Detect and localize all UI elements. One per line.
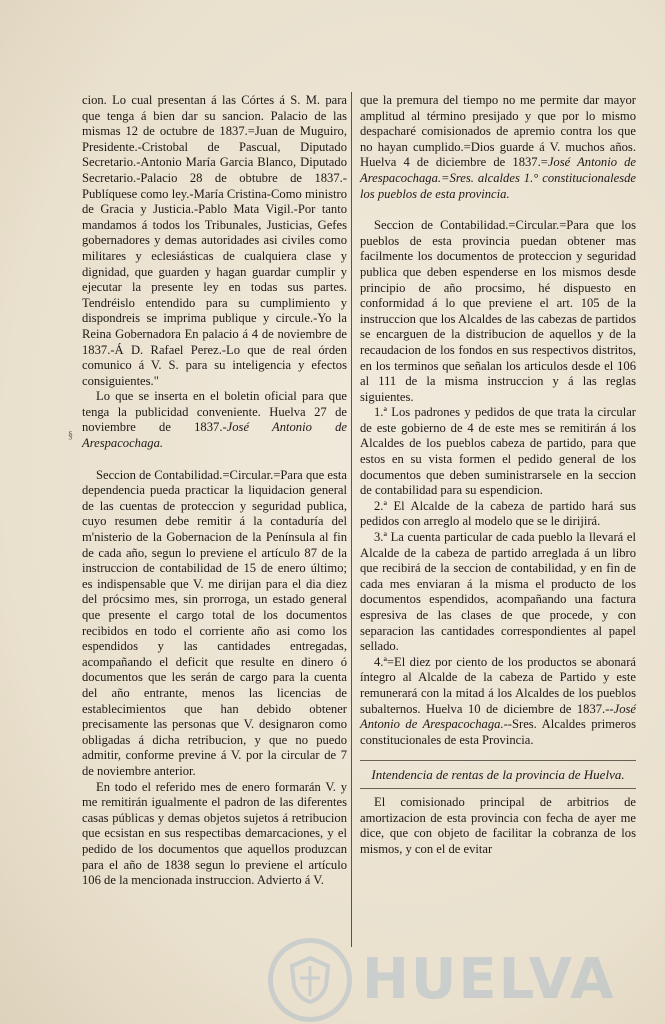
circular-1-signature: José Antonio de Arespacochaga. — [360, 155, 637, 185]
rule-3: 3.ª La cuenta particular de cada pueblo la llevará el Alcalde de la cabeza de partido arreglada á un libro que recibirá de la seccion de contabilidad, y en fin de cada mes enviaran á la misma el producto de los documentos espendidos, acompañando una factura espresiva de las clases de que procede, y con separacion las cantidades correspondientes al papel sellado. — [360, 530, 636, 654]
seal-icon — [268, 938, 352, 1022]
rule-2: 2.ª El Alcalde de la cabeza de partido hará sus pedidos con arreglo al modelo que se le dirijirá. — [360, 498, 636, 529]
rule-4-signature: José Antonio de Arespacochaga. — [360, 701, 636, 732]
watermark-text: HUELVA — [362, 947, 616, 1012]
law-closing-paragraph: cion. Lo cual presentan á las Córtes á S. M. para que tenga á bien dar su sancion. Palacio de las mismas 12 de octubre de 1837.=Juan de Muguiro, Presidente.-Cristobal de Pascual, Diputado Secretario.-Antonio María Garcia Blanco, Diputado Secretario.-Palacio 28 de obtubre de 1837.-Publíquese como ley.-María Cristina-Como ministro de Gracia y Justicia.-Pablo Mata Vigil.-Por tanto mandamos á todos los Tribunales, Justicias, Gefes gobernadores y demas autoridades asi civiles como militares y eclesiásticas de cualquiera clase y dignidad, que guarden y hagan guardar cumplir y ejecutar la presente ley en todas sus partes. Tendréislo entendido para su cumplimiento y dispondreis se imprima publique y circule.-Yo la Reina Gobernadora En palacio á 4 de noviembre de 1837.-Á D. Rafael Perez.-Lo que de real órden comunico á V. S. para su inteligencia y efectos consiguientes." — [82, 93, 347, 388]
accounting-circular-1: Seccion de Contabilidad.=Circular.=Para que esta dependencia pueda practicar la liquidacion general de las cuentas de proteccion y seguridad publica, cuyo resumen debe remitir á la contaduría del m'nisterio de la Gobernacion de la Península al fin de cada año, segun lo previene el artículo 87 de la instruccion de contabilidad de 15 de enero último; es indispensable que V. me dirijan para el dia diez del prócsimo mes, sin prorroga, un estado general que presente el cargo total de los documentos recibidos en todo el corriente año asi como los espendidos y las cantidades entregadas, acompañando el deficit que resulte en dinero ó documentos que les serán de cargo para la cuenta del año entrante, menos las licencias de establecimientos que han debido obtener precisamente las personas que V. designaron como obligadas á dicha retribucion, y que no puedo admitir, conforme previne á V. por la circular de 7 de noviembre anterior. — [82, 467, 347, 778]
publication-signature: José Antonio de Arespacochaga. — [82, 420, 347, 451]
margin-mark: § — [68, 430, 73, 441]
accounting-circular-1-continued: En todo el referido mes de enero formarán V. y me remitirán igualmente el padron de las diferentes casas públicas y demas objetos sujetos á retribucion que ecsistan en sus respectibas demarcaciones, y el pedido de los documentos que aquellos produzcan para el año de 1838 segun lo previene el artículo 106 de la mencionada instruccion. Advierto á V. — [82, 779, 347, 888]
rule-4-recipients: --Sres. Alcaldes primeros constitucionales de esta Provincia. — [360, 717, 637, 747]
section-heading: Intendencia de rentas de la provincia de Huelva. — [360, 760, 636, 789]
accounting-circular-2: Seccion de Contabilidad.=Circular.=Para que los pueblos de esta provincia puedan obtener mas facilmente los documentos de proteccion y seguridad publica que deben espenderse en los mismos desde principio de año procsimo, hé dispuesto en conformidad á lo que previene el art. 105 de la instruccion que los Alcaldes de las cabezas de partidos se encarguen de la distribucion de aquellos y de la recaudacion de los fondos en sus respectivos distritos, en los terminos que señalan los articulos desde el 106 al 111 de la misma instruccion y á las reglas siguientes. — [360, 218, 636, 404]
left-column — [82, 93, 347, 889]
rule-1: 1.ª Los padrones y pedidos de que trata la circular de este gobierno de 4 de este mes se remitirán á los Alcaldes de los pueblos cabeza de partido, para que estos en su vista formen el pedido general de los documentos que deben suministrarsele en la seccion de contabilidad para su espendicion. — [360, 405, 636, 498]
circular-1-recipients: =Sres. alcaldes 1.° constitucionalesde los pueblos de esta provincia. — [360, 170, 636, 201]
right-column — [360, 93, 636, 857]
publication-note — [82, 389, 347, 451]
intendencia-paragraph: El comisionado principal de arbitrios de amortizacion de esta provincia con fecha de ayer me dice, que con objeto de facilitar la cobranza de los mismos, y con el de evitar — [360, 794, 636, 856]
publication-note-text: Lo que se inserta en el boletin oficial para que tenga la publicidad conveniente. Huelva 27 de noviembre de 1837.- — [82, 389, 347, 435]
rule-4-text: 4.ª=El diez por ciento de los productos se abonará íntegro al Alcalde de la cabeza de Partido y este remunerará con la mitad á los Alcaldes de los pueblos subalternos. Huelva 10 de diciembre de 1837.-- — [360, 654, 636, 716]
huelva-watermark — [268, 938, 615, 1022]
circular-1-closing-text: que la premura del tiempo no me permite dar mayor amplitud al término presijado y que por lo mismo despacharé comisionados de apremio contra los que no hayan cumplido.=Dios guarde á V. muchos años. Huelva 4 de diciembre de 1837.= — [360, 93, 636, 170]
rule-4 — [360, 655, 636, 749]
column-divider — [351, 92, 352, 947]
circular-1-closing — [360, 93, 636, 202]
